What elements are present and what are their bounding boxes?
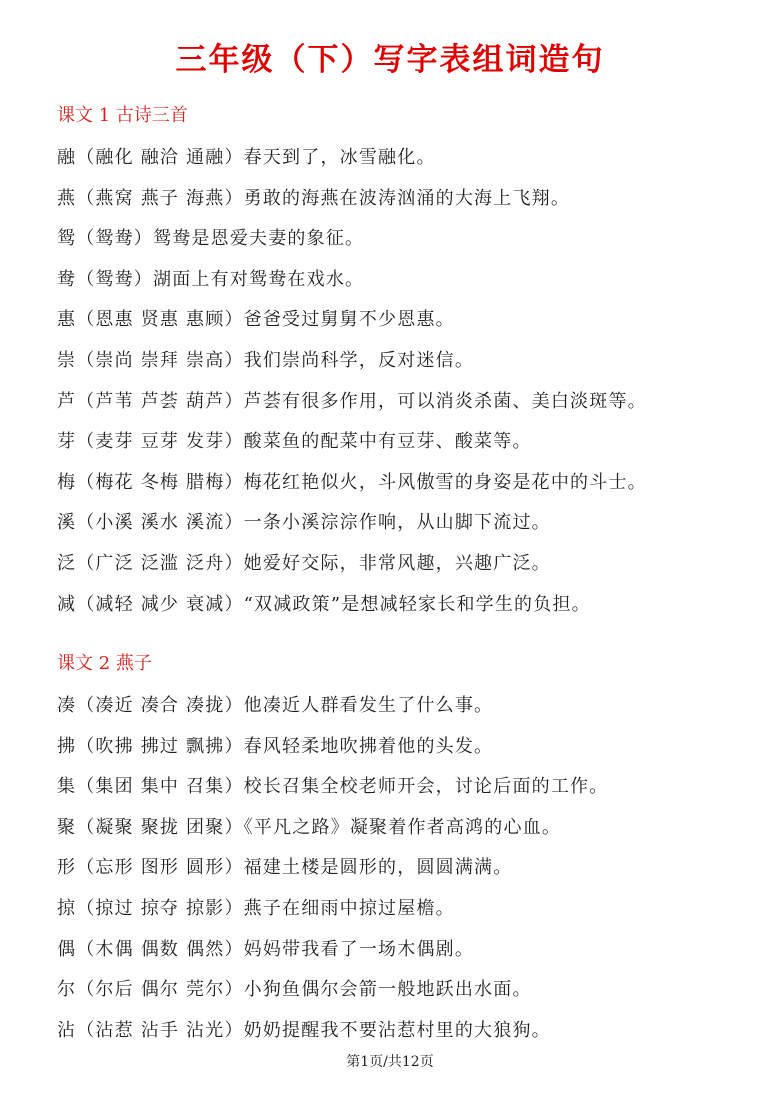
entry-words: （忘形 图形 圆形） — [76, 857, 244, 879]
entry-sentence: 福建土楼是圆形的，圆圆满满。 — [243, 857, 513, 879]
entry-words: （芦苇 芦荟 葫芦） — [76, 390, 244, 412]
entry-words: （减轻 减少 衰减） — [76, 593, 244, 615]
entry-words: （沾惹 沾手 沾光） — [76, 1019, 244, 1041]
entry-words: （麦芽 豆芽 发芽） — [76, 431, 244, 453]
entry-char: 集 — [57, 776, 77, 798]
list-item — [57, 145, 757, 186]
entry-sentence: 爸爸受过舅舅不少恩惠。 — [243, 309, 455, 331]
entry-char: 芦 — [57, 390, 77, 412]
entry-char: 沾 — [57, 1019, 77, 1041]
entry-words: （恩惠 贤惠 惠顾） — [76, 309, 244, 331]
list-item — [57, 855, 757, 896]
entry-words: （掠过 掠夺 掠影） — [76, 897, 244, 919]
entry-char: 鸯 — [57, 268, 77, 290]
list-item — [57, 307, 757, 348]
entry-sentence: “双减政策”是想减轻家长和学生的负担。 — [243, 593, 591, 615]
entry-char: 拂 — [57, 735, 77, 757]
entry-char: 泛 — [57, 552, 77, 574]
entry-words: （梅花 冬梅 腊梅） — [76, 471, 244, 493]
entry-sentence: 湖面上有对鸳鸯在戏水。 — [153, 268, 365, 290]
entry-char: 形 — [57, 857, 77, 879]
entry-char: 鸳 — [57, 228, 77, 250]
entry-words: （凝聚 聚拢 团聚） — [76, 816, 244, 838]
section-lesson-2 — [57, 651, 757, 1058]
entry-char: 惠 — [57, 309, 77, 331]
entry-sentence: 春天到了，冰雪融化。 — [243, 147, 436, 168]
entry-sentence: 小狗鱼偶尔会箭一般地跃出水面。 — [243, 979, 532, 1001]
entry-words: （凑近 凑合 凑拢） — [76, 695, 244, 716]
list-item — [57, 592, 757, 633]
list-item — [57, 774, 757, 815]
list-item — [57, 734, 757, 775]
entry-words: （集团 集中 召集） — [76, 776, 244, 798]
page-number: 第1页/共12页 — [346, 1054, 434, 1070]
entry-list — [57, 693, 757, 1058]
page-title: 三年级（下）写字表组词造句 — [175, 42, 605, 78]
entry-list — [57, 145, 757, 632]
list-item — [57, 348, 757, 389]
section-heading: 课文 1 古诗三首 — [57, 105, 188, 126]
entry-char: 偶 — [57, 938, 77, 960]
entry-sentence: 芦荟有很多作用，可以消炎杀菌、美白淡斑等。 — [243, 390, 647, 412]
entry-sentence: 妈妈带我看了一场木偶剧。 — [243, 938, 475, 960]
entry-char: 燕 — [57, 187, 77, 209]
entry-words: （燕窝 燕子 海燕） — [76, 187, 244, 209]
entry-sentence: 校长召集全校老师开会，讨论后面的工作。 — [243, 776, 609, 798]
entry-sentence: 春风轻柔地吹拂着他的头发。 — [243, 735, 494, 757]
entry-words: （木偶 偶数 偶然） — [76, 938, 244, 960]
list-item — [57, 470, 757, 511]
entry-char: 溪 — [57, 512, 77, 534]
entry-char: 聚 — [57, 816, 77, 838]
entry-char: 减 — [57, 593, 77, 615]
list-item — [57, 226, 757, 267]
list-item — [57, 937, 757, 978]
list-item — [57, 896, 757, 937]
entry-sentence: 酸菜鱼的配菜中有豆芽、酸菜等。 — [243, 431, 532, 453]
entry-char: 尔 — [57, 979, 77, 1001]
entry-words: （融化 融洽 通融） — [76, 147, 244, 168]
entry-char: 崇 — [57, 349, 77, 371]
entry-sentence: 他凑近人群看发生了什么事。 — [243, 695, 494, 716]
list-item — [57, 429, 757, 470]
entry-sentence: 《平凡之路》凝聚着作者高鸿的心血。 — [243, 816, 562, 838]
entry-char: 芽 — [57, 431, 77, 453]
list-item — [57, 186, 757, 227]
list-item — [57, 551, 757, 592]
entry-words: （鸳鸯） — [76, 228, 154, 250]
section-lesson-1 — [57, 103, 757, 632]
entry-words: （鸳鸯） — [76, 268, 154, 290]
entry-sentence: 一条小溪淙淙作响，从山脚下流过。 — [243, 512, 551, 534]
list-item — [57, 693, 757, 734]
entry-words: （吹拂 拂过 飘拂） — [76, 735, 244, 757]
entry-words: （小溪 溪水 溪流） — [76, 512, 244, 534]
entry-char: 梅 — [57, 471, 77, 493]
entry-char: 掠 — [57, 897, 77, 919]
list-item — [57, 510, 757, 551]
entry-sentence: 梅花红艳似火，斗风傲雪的身姿是花中的斗士。 — [243, 471, 647, 493]
entry-sentence: 鸳鸯是恩爱夫妻的象征。 — [153, 228, 365, 250]
list-item — [57, 977, 757, 1018]
entry-char: 凑 — [57, 695, 77, 716]
entry-words: （广泛 泛滥 泛舟） — [76, 552, 244, 574]
entry-sentence: 勇敢的海燕在波涛汹涌的大海上飞翔。 — [243, 187, 571, 209]
list-item — [57, 267, 757, 308]
entry-sentence: 奶奶提醒我不要沾惹村里的大狼狗。 — [243, 1019, 551, 1041]
list-item — [57, 815, 757, 856]
entry-sentence: 燕子在细雨中掠过屋檐。 — [243, 897, 455, 919]
entry-sentence: 她爱好交际，非常风趣，兴趣广泛。 — [243, 552, 551, 574]
section-heading: 课文 2 燕子 — [57, 653, 152, 674]
entry-words: （崇尚 崇拜 崇高） — [76, 349, 244, 371]
entry-sentence: 我们崇尚科学，反对迷信。 — [243, 349, 475, 371]
entry-words: （尔后 偶尔 莞尔） — [76, 979, 244, 1001]
list-item — [57, 389, 757, 430]
entry-char: 融 — [57, 147, 77, 168]
